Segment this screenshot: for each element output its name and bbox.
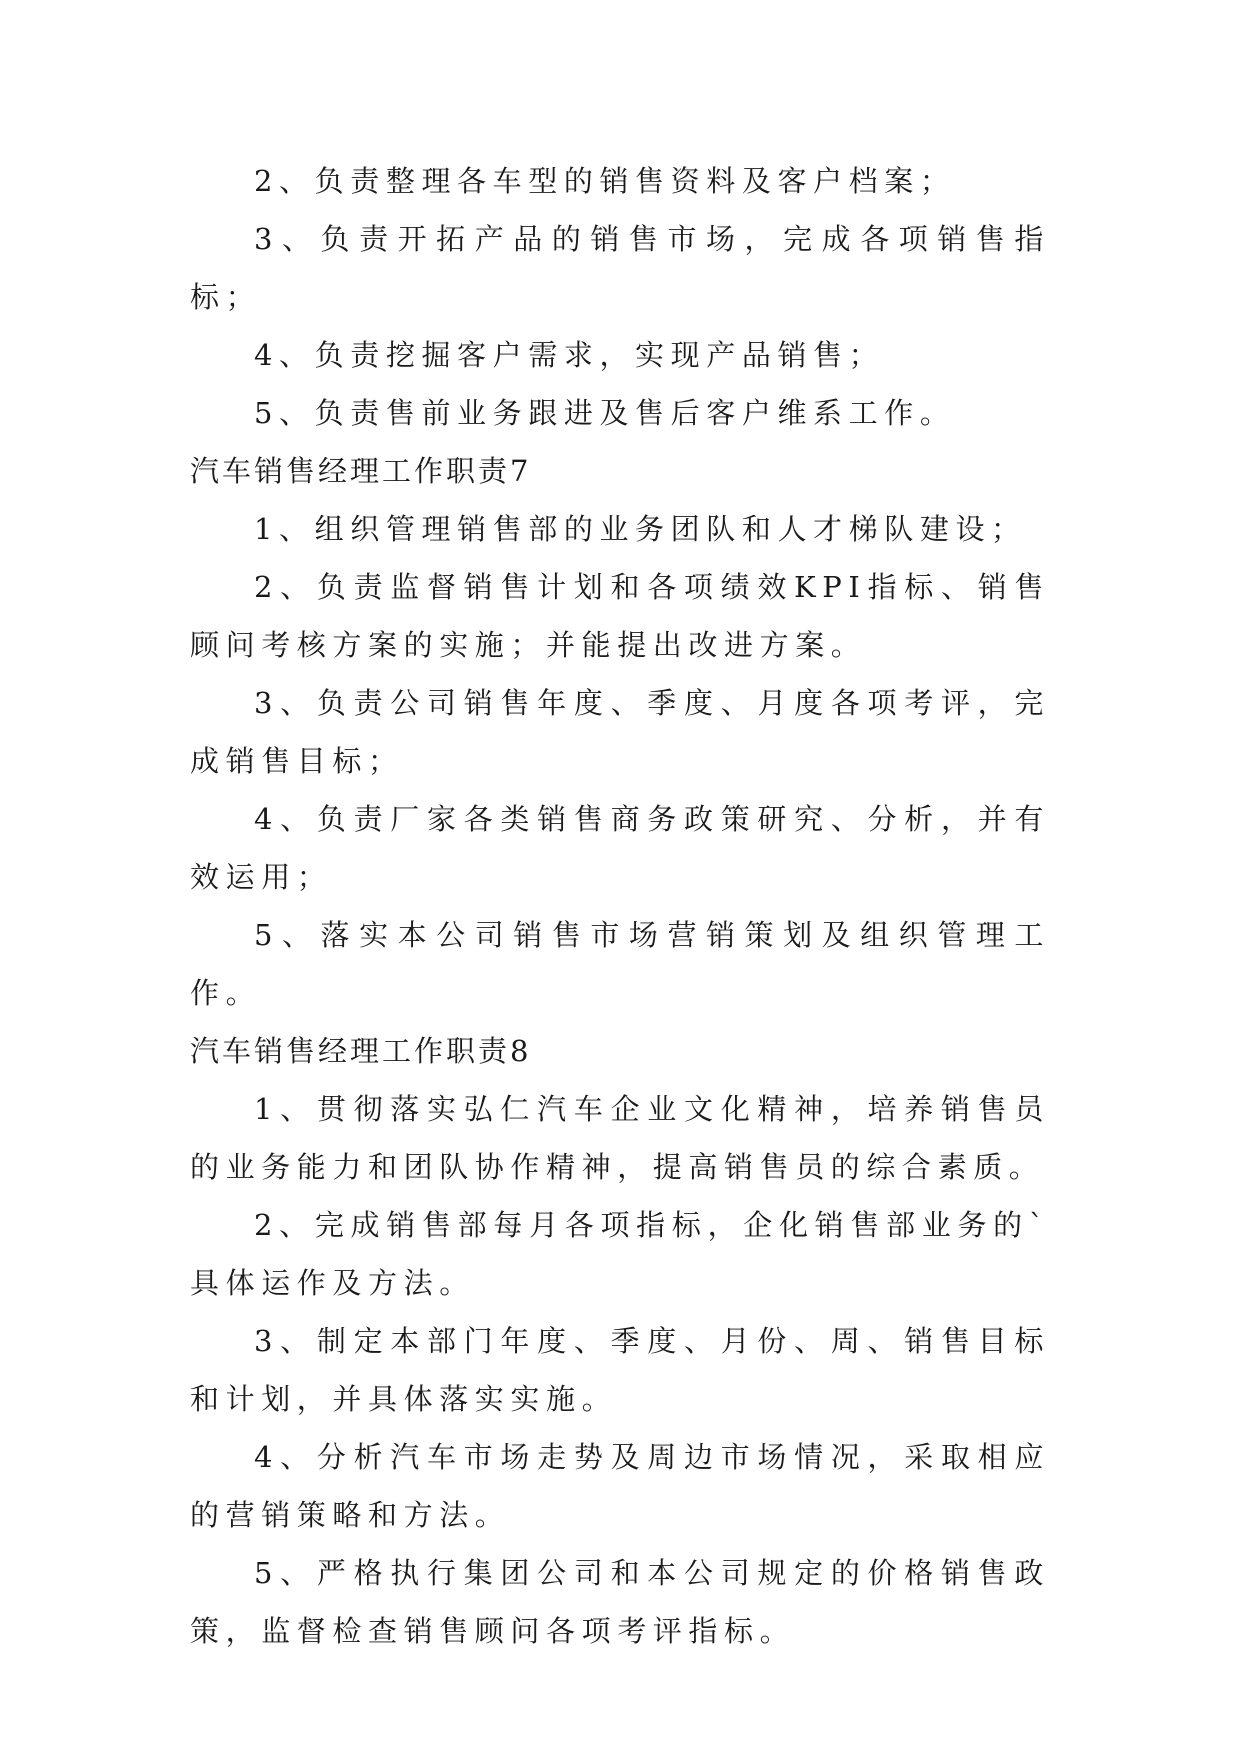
section-heading: 汽车销售经理工作职责8 (190, 1034, 532, 1068)
duty-item: 5、负责售前业务跟进及售后客户维系工作。 (254, 396, 956, 430)
duty-item: 1、组织管理销售部的业务团队和人才梯队建设； (254, 512, 1027, 546)
duty-item: 5、落实本公司销售市场营销策划及组织管理工作。 (190, 918, 1050, 1010)
duty-item: 4、负责挖掘客户需求，实现产品销售； (254, 338, 885, 372)
duty-item: 4、负责厂家各类销售商务政策研究、分析，并有效运用； (190, 802, 1050, 894)
duty-item: 2、负责监督销售计划和各项绩效KPI指标、销售顾问考核方案的实施；并能提出改进方案。 (190, 570, 1050, 662)
duty-item: 2、完成销售部每月各项指标，企化销售部业务的`具体运作及方法。 (190, 1208, 1050, 1300)
document-body (190, 152, 1050, 1660)
duty-item: 3、制定本部门年度、季度、月份、周、销售目标和计划，并具体落实实施。 (190, 1324, 1050, 1416)
duty-item: 4、分析汽车市场走势及周边市场情况，采取相应的营销策略和方法。 (190, 1440, 1050, 1532)
duty-item: 1、贯彻落实弘仁汽车企业文化精神，培养销售员的业务能力和团队协作精神，提高销售员的综合素质。 (190, 1092, 1050, 1184)
section-heading: 汽车销售经理工作职责7 (190, 454, 532, 488)
duty-item: 3、负责开拓产品的销售市场，完成各项销售指标； (190, 222, 1050, 314)
duty-item: 3、负责公司销售年度、季度、月度各项考评，完成销售目标； (190, 686, 1050, 778)
duty-item: 2、负责整理各车型的销售资料及客户档案； (254, 164, 956, 198)
duty-item: 5、严格执行集团公司和本公司规定的价格销售政策，监督检查销售顾问各项考评指标。 (190, 1556, 1050, 1648)
